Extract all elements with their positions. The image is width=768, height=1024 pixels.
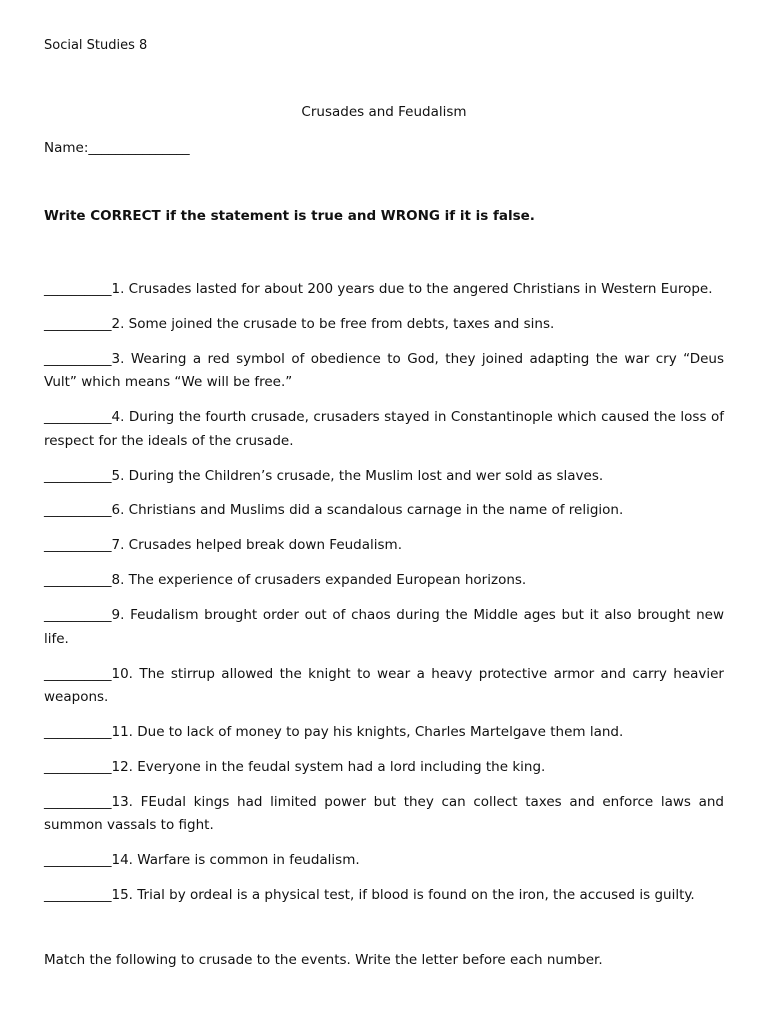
statement-item bbox=[44, 313, 724, 337]
answer-blank: __________ bbox=[44, 793, 112, 810]
worksheet-page bbox=[44, 0, 724, 1024]
answer-blank: __________ bbox=[44, 886, 112, 903]
answer-blank: __________ bbox=[44, 665, 112, 682]
statement-text: 2. Some joined the crusade to be free from debts, taxes and sins. bbox=[111, 315, 555, 332]
statement-item bbox=[44, 569, 724, 593]
statement-text: 3. Wearing a red symbol of obedience to God, they joined adapting the war cry “Deus Vult” which means “We will be free.” bbox=[44, 350, 724, 391]
statement-item bbox=[44, 406, 724, 453]
answer-blank: __________ bbox=[44, 607, 112, 624]
answer-blank: __________ bbox=[44, 315, 112, 332]
answer-blank: __________ bbox=[44, 723, 112, 740]
statement-text: 14. Warfare is common in feudalism. bbox=[111, 852, 360, 869]
statement-text: 9. Feudalism brought order out of chaos during the Middle ages but it also brought new life. bbox=[44, 607, 724, 647]
statement-item bbox=[44, 604, 724, 651]
answer-blank: __________ bbox=[44, 467, 112, 484]
statement-text: 5. During the Children’s crusade, the Muslim lost and wer sold as slaves. bbox=[111, 467, 604, 484]
answer-blank: __________ bbox=[44, 281, 112, 297]
answer-blank: __________ bbox=[44, 537, 112, 554]
statement-item bbox=[44, 499, 724, 523]
statement-item bbox=[44, 278, 724, 302]
statement-item bbox=[44, 791, 724, 838]
answer-blank: __________ bbox=[44, 852, 112, 869]
answer-blank: __________ bbox=[44, 502, 112, 519]
statement-text: 1. Crusades lasted for about 200 years due to the angered Christians in Western Europe. bbox=[111, 281, 713, 297]
statement-text: 13. FEudal kings had limited power but they can collect taxes and enforce laws and summon vassals to fight. bbox=[44, 793, 724, 834]
statement-text: 4. During the fourth crusade, crusaders stayed in Constantinople which caused the loss of respect for the ideals of the crusade. bbox=[44, 409, 724, 449]
statement-item bbox=[44, 663, 724, 710]
true-false-instructions: Write CORRECT if the statement is true and WRONG if it is false. bbox=[44, 208, 535, 224]
answer-blank: __________ bbox=[44, 758, 112, 775]
statement-item bbox=[44, 849, 724, 873]
subject-label: Social Studies 8 bbox=[44, 38, 148, 53]
worksheet-title: Crusades and Feudalism bbox=[301, 104, 467, 120]
matching-instructions: Match the following to crusade to the events. Write the letter before each number. bbox=[44, 952, 603, 968]
statement-text: 6. Christians and Muslims did a scandalous carnage in the name of religion. bbox=[111, 502, 624, 519]
answer-blank: __________ bbox=[44, 350, 112, 367]
statement-text: 15. Trial by ordeal is a physical test, if blood is found on the iron, the accused is guilty. bbox=[111, 886, 695, 903]
name-line: Name:_______________ bbox=[44, 140, 190, 156]
answer-blank: __________ bbox=[44, 409, 112, 426]
answer-blank: __________ bbox=[44, 572, 112, 589]
statement-item bbox=[44, 348, 724, 395]
statement-text: 8. The experience of crusaders expanded European horizons. bbox=[111, 572, 527, 589]
statement-text: 7. Crusades helped break down Feudalism. bbox=[111, 537, 402, 554]
statement-item bbox=[44, 465, 724, 489]
statement-item bbox=[44, 534, 724, 558]
statement-item bbox=[44, 884, 724, 908]
statement-text: 11. Due to lack of money to pay his knights, Charles Martelgave them land. bbox=[111, 723, 624, 740]
statement-item bbox=[44, 756, 724, 780]
statement-text: 12. Everyone in the feudal system had a lord including the king. bbox=[111, 758, 546, 775]
statement-item bbox=[44, 721, 724, 745]
statement-list bbox=[44, 278, 724, 919]
statement-text: 10. The stirrup allowed the knight to wear a heavy protective armor and carry heavier weapons. bbox=[44, 665, 724, 706]
